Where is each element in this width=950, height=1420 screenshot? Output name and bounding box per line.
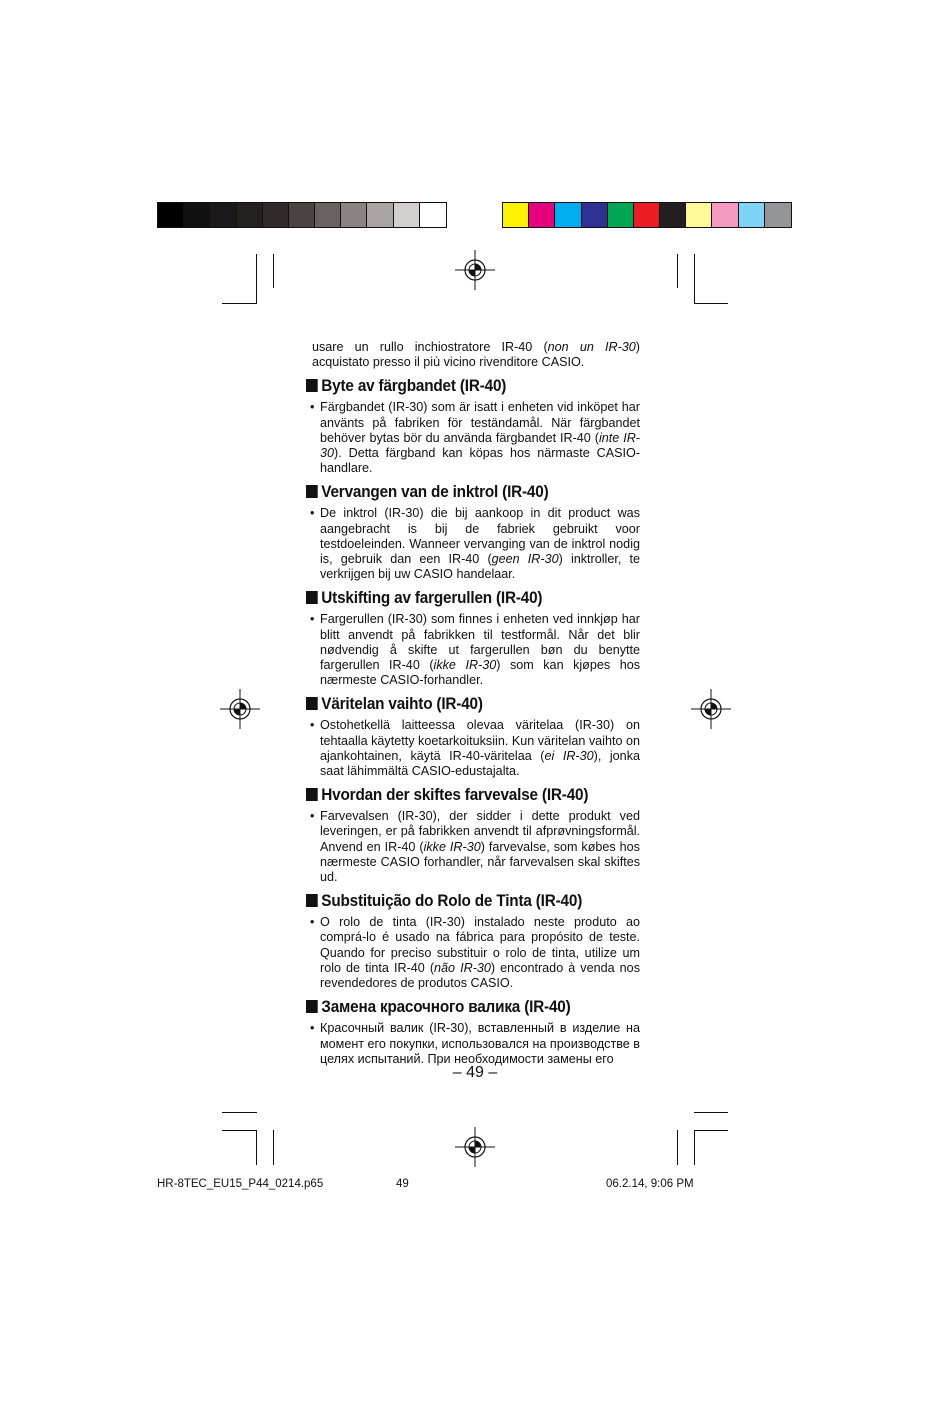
section-heading: Väritelan vaihto (IR-40) bbox=[306, 694, 607, 714]
square-bullet-icon bbox=[306, 697, 318, 710]
list-item: • Fargerullen (IR-30) som finnes i enheten ved innkjøp har blitt anvendt på fabrikken til testformål. Når det blir nødvendig å skifte ut fargerullen bøn du benytte fargerullen IR-40 (ikke IR-30) som kan kjøpes hos nærmeste CASIO-forhandler. bbox=[310, 612, 640, 688]
bullet-icon: • bbox=[310, 809, 315, 824]
registration-mark-icon bbox=[220, 689, 260, 729]
section-heading: Hvordan der skiftes farvevalse (IR-40) bbox=[306, 785, 607, 805]
registration-mark-icon bbox=[455, 1127, 495, 1167]
list-item: • Färgbandet (IR-30) som är isatt i enheten vid inköpet har använts på fabriken för teständamål. När färgbandet behöver bytas bör du använda färgbandet IR-40 (inte IR-30). Detta färgband kan köpas hos närmaste CASIO-handlare. bbox=[310, 400, 640, 476]
bullet-icon: • bbox=[310, 400, 315, 415]
section-danish bbox=[312, 785, 640, 885]
color-swatch bbox=[765, 203, 791, 227]
square-bullet-icon bbox=[306, 379, 318, 392]
crop-mark bbox=[256, 1130, 257, 1165]
color-swatch bbox=[686, 203, 712, 227]
color-swatch bbox=[739, 203, 765, 227]
bullet-icon: • bbox=[310, 506, 315, 521]
registration-mark-icon bbox=[691, 689, 731, 729]
footer-timestamp: 06.2.14, 9:06 PM bbox=[606, 1178, 694, 1190]
crop-mark bbox=[694, 303, 728, 304]
process-color-bar bbox=[502, 202, 792, 228]
section-swedish bbox=[312, 376, 640, 476]
color-swatch bbox=[420, 203, 446, 227]
color-swatch bbox=[158, 203, 184, 227]
color-swatch bbox=[315, 203, 341, 227]
list-item: • Farvevalsen (IR-30), der sidder i dette produkt ved leveringen, er på fabrikken anvendt til afprøvningsformål. Anvend en IR-40 (ikke IR-30) farvevalse, som købes hos nærmeste CASIO forhandler, når farvevalsen skal skiftes ud. bbox=[310, 809, 640, 885]
color-swatch bbox=[660, 203, 686, 227]
square-bullet-icon bbox=[306, 1000, 318, 1013]
list-item: • De inktrol (IR-30) die bij aankoop in dit product was aangebracht is bij de fabriek gebruikt voor testdoeleinden. Wanneer vervanging van de inktrol nodig is, gebruik dan een IR-40 (geen IR-30) inktroller, te verkrijgen bij uw CASIO handelaar. bbox=[310, 506, 640, 582]
color-swatch bbox=[184, 203, 210, 227]
color-swatch bbox=[394, 203, 420, 227]
color-swatch bbox=[555, 203, 581, 227]
section-heading: Substituição do Rolo de Tinta (IR-40) bbox=[306, 891, 607, 911]
registration-mark-icon bbox=[455, 250, 495, 290]
color-swatch bbox=[529, 203, 555, 227]
page-number: – 49 – bbox=[452, 1064, 498, 1081]
color-swatch bbox=[503, 203, 529, 227]
crop-mark bbox=[273, 254, 274, 288]
color-swatch bbox=[634, 203, 660, 227]
list-item: • Красочный валик (IR-30), вставленный в изделие на момент его покупки, использовался на производстве в целях испытаний. При необходимости замены его bbox=[310, 1021, 640, 1066]
crop-mark bbox=[694, 1130, 695, 1165]
section-norwegian bbox=[312, 588, 640, 688]
section-russian bbox=[312, 997, 640, 1067]
section-finnish bbox=[312, 694, 640, 779]
color-swatch bbox=[263, 203, 289, 227]
color-swatch bbox=[582, 203, 608, 227]
square-bullet-icon bbox=[306, 485, 318, 498]
crop-mark bbox=[256, 254, 257, 304]
color-swatch bbox=[237, 203, 263, 227]
crop-mark bbox=[677, 254, 678, 288]
list-item: • O rolo de tinta (IR-30) instalado neste produto ao comprá-lo é usado na fábrica para propósito de teste. Quando for preciso substituir o rolo de tinta, utilize um rolo de tinta IR-40 (não IR-30) encontrado à venda nos revendedores de produtos CASIO. bbox=[310, 915, 640, 991]
section-portuguese bbox=[312, 891, 640, 991]
color-swatch bbox=[289, 203, 315, 227]
list-item: • Ostohetkellä laitteessa olevaa väritelaa (IR-30) on tehtaalla käytetty koetarkoituksiin. Kun väritelan vaihto on ajankohtainen, käytä IR-40-väritelaa (ei IR-30), jonka saat lähimmältä CASIO-edustajalta. bbox=[310, 718, 640, 779]
square-bullet-icon bbox=[306, 788, 318, 801]
square-bullet-icon bbox=[306, 591, 318, 604]
color-swatch bbox=[712, 203, 738, 227]
section-heading: Utskifting av fargerullen (IR-40) bbox=[306, 588, 607, 608]
bullet-icon: • bbox=[310, 1021, 315, 1036]
crop-mark bbox=[222, 1130, 257, 1131]
crop-mark bbox=[273, 1130, 274, 1165]
footer-page: 49 bbox=[396, 1178, 409, 1190]
section-heading: Vervangen van de inktrol (IR-40) bbox=[306, 482, 607, 502]
color-swatch bbox=[608, 203, 634, 227]
bullet-icon: • bbox=[310, 612, 315, 627]
crop-mark bbox=[694, 1112, 728, 1113]
crop-mark bbox=[222, 1112, 257, 1113]
color-swatch bbox=[341, 203, 367, 227]
section-dutch bbox=[312, 482, 640, 582]
grayscale-color-bar bbox=[157, 202, 447, 228]
color-swatch bbox=[210, 203, 236, 227]
crop-mark bbox=[694, 1130, 728, 1131]
crop-mark bbox=[694, 254, 695, 304]
bullet-icon: • bbox=[310, 718, 315, 733]
bullet-icon: • bbox=[310, 915, 315, 930]
square-bullet-icon bbox=[306, 894, 318, 907]
crop-mark bbox=[222, 303, 257, 304]
crop-mark bbox=[677, 1130, 678, 1165]
color-swatch bbox=[367, 203, 393, 227]
footer-filename: HR-8TEC_EU15_P44_0214.p65 bbox=[157, 1178, 324, 1190]
intro-paragraph: usare un rullo inchiostratore IR-40 (non un IR-30) acquistato presso il più vicino rivenditore CASIO. bbox=[312, 340, 640, 370]
manual-text-column bbox=[312, 340, 640, 1067]
section-heading: Byte av färgbandet (IR-40) bbox=[306, 376, 607, 396]
section-heading: Замена красочного валика (IR-40) bbox=[306, 997, 607, 1017]
